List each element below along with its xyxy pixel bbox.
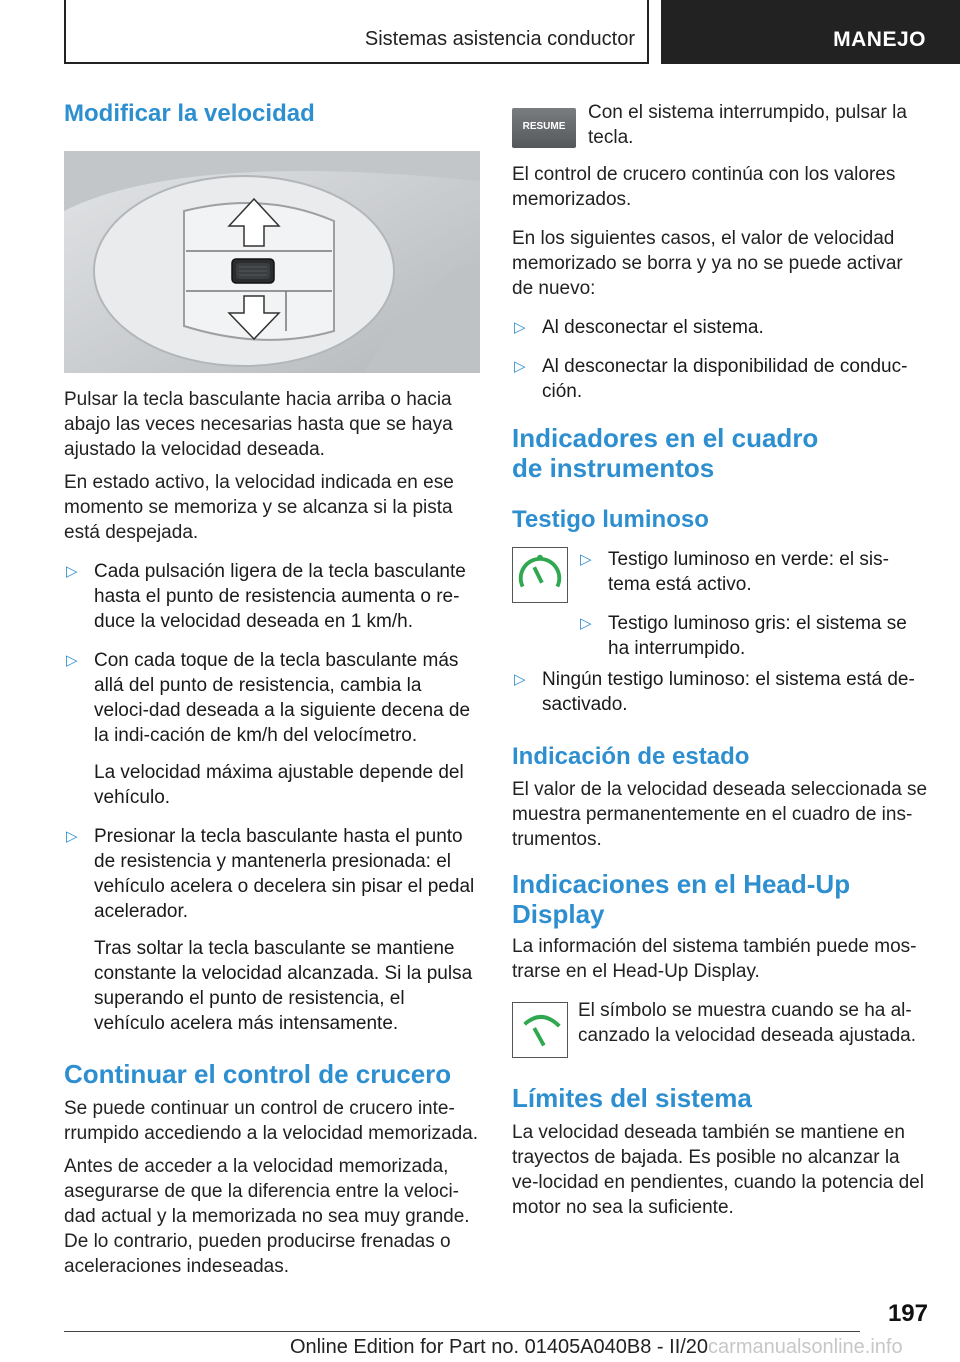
steering-wheel-rocker-image [64,151,480,373]
paragraph: En los siguientes casos, el valor de velocidad memorizado se borra y ya no se puede activar de nuevo: [512,228,903,299]
list-item-text: Testigo luminoso gris: el sistema se ha interrumpido. [608,612,907,659]
triangle-bullet-icon: ▷ [514,358,526,375]
hud-text: El símbolo se muestra cuando se ha al-canzado la velocidad deseada ajustada. [578,1000,917,1047]
resume-key-icon [512,108,576,148]
paragraph: Pulsar la tecla basculante hacia arriba o hacia abajo las veces necesarias hasta que se haya ajustado la velocidad deseada. [64,388,453,460]
triangle-bullet-icon: ▷ [66,827,78,845]
list-item-note: Tras soltar la tecla basculante se mantiene constante la velocidad alcanzada. Si la pulsa superando el punto de resistencia, el vehículo acelera más intensamente. [94,937,473,1034]
list-item [512,315,928,340]
triangle-bullet-icon: ▷ [514,319,526,336]
bullet-list [512,315,928,404]
left-column [64,100,480,1287]
paragraph: En estado activo, la velocidad indicada en ese momento se memoriza y se alcanza si la pista está despejada. [64,471,454,543]
page-number: 197 [887,1300,928,1327]
resume-text: Con el sistema interrumpido, pulsar la tecla. [588,102,907,148]
triangle-bullet-icon: ▷ [66,562,78,580]
lamp-row [512,547,928,667]
heading-continuar-control: Continuar el control de crucero [64,1058,452,1089]
footer-edition-text: Online Edition for Part no. 01405A040B8 - II/20 [290,1336,709,1358]
list-item-text: Con cada toque de la tecla basculante más allá del punto de resistencia, cambia la veloci-dad deseada a la siguiente decena de la indi-cación de km/h del velocímetro. [94,649,471,746]
heading-testigo: Testigo luminoso [512,505,709,533]
hud-speed-symbol-icon [512,1002,568,1058]
heading-hud: Indicaciones en el Head-Up Display [512,869,851,930]
list-item [512,667,928,717]
list-item [64,824,480,1036]
list-item-text: Testigo luminoso en verde: el sis-tema está activo. [608,548,889,595]
lamp-list [578,547,928,661]
triangle-bullet-icon: ▷ [580,614,592,632]
resume-key-label: RESUME [522,121,566,132]
paragraph: Se puede continuar un control de crucero inte-rrumpido accediendo a la velocidad memorizada. [64,1097,479,1144]
paragraph: La velocidad deseada también se mantiene en trayectos de bajada. Es posible no alcanzar la ve-locidad en pendientes, cuando la potencia del motor no sea la suficiente. [512,1122,924,1219]
paragraph: El control de crucero continúa con los valores memorizados. [512,164,896,210]
hud-row [512,998,928,1062]
paragraph: La información del sistema también puede mos-trarse en el Head-Up Display. [512,936,917,983]
triangle-bullet-icon: ▷ [514,670,526,688]
triangle-bullet-icon: ▷ [580,550,592,568]
triangle-bullet-icon: ▷ [66,651,78,669]
list-item-text: Ningún testigo luminoso: el sistema está de-sactivado. [542,668,915,715]
header-chapter-title: MANEJO [833,28,926,51]
right-column [512,100,928,1228]
paragraph: El valor de la velocidad deseada seleccionada se muestra permanentemente en el cuadro de ins-trumentos. [512,779,928,851]
bullet-list [512,667,928,717]
bullet-list [64,559,480,1036]
header-section-title: Sistemas asistencia conductor [364,28,635,50]
heading-estado: Indicación de estado [512,742,750,770]
list-item [578,547,928,597]
list-item [512,354,928,404]
list-item-text: Cada pulsación ligera de la tecla basculante hasta el punto de resistencia aumenta o re-duce la velocidad deseada en 1 km/h. [94,560,466,632]
list-item [64,559,480,634]
page-header [64,0,960,64]
list-item-text: Presionar la tecla basculante hasta el punto de resistencia y mantenerla presionada: el vehículo acelera o decelera sin pisar el pedal acelerador. [94,825,475,922]
footer-edition [290,1336,903,1359]
heading-modificar-velocidad: Modificar la velocidad [64,100,315,127]
list-item [64,648,480,810]
list-item-text: Al desconectar el sistema. [542,317,764,338]
cruise-indicator-lamp-icon [512,547,568,603]
footer-divider [64,1331,860,1332]
resume-row [512,100,928,156]
list-item [578,611,928,661]
paragraph: Antes de acceder a la velocidad memorizada, asegurarse de que la diferencia entre la veloci-dad actual y la memorizada no sea muy grande. De lo contrario, pueden producirse frenadas o aceleraciones indeseadas. [64,1155,470,1277]
list-item-note: La velocidad máxima ajustable depende del vehículo. [94,761,464,808]
footer-watermark: carmanualsonline.info [708,1336,903,1358]
heading-limites: Límites del sistema [512,1083,752,1114]
list-item-text: Al desconectar la disponibilidad de conduc-ción. [542,356,908,402]
heading-indicadores: Indicadores en el cuadro de instrumentos [512,423,819,483]
header-section-tab [64,0,649,64]
header-chapter-tab [661,0,960,64]
